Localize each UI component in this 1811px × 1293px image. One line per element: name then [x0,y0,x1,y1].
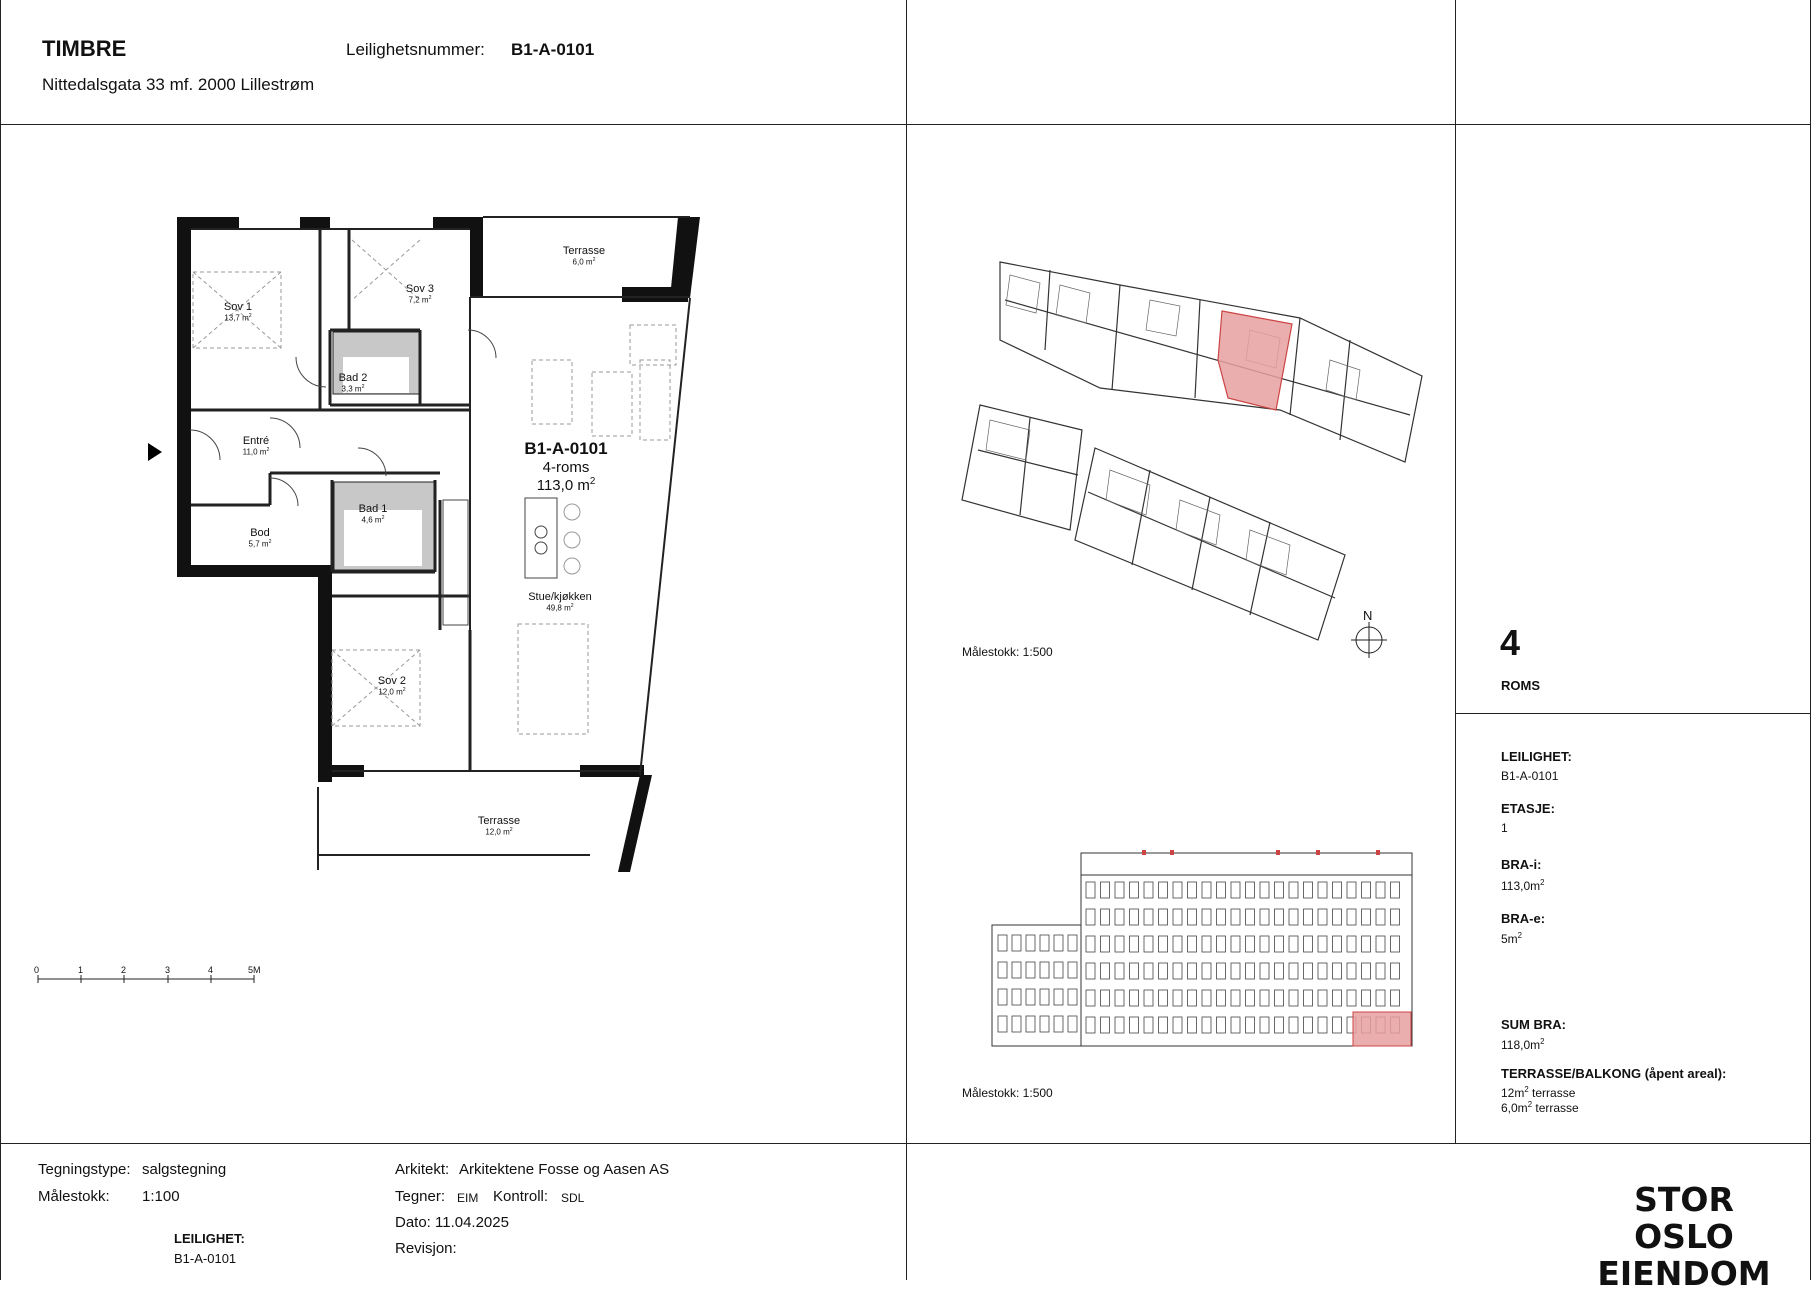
elevation [906,840,1455,1080]
info-terrasse-1: $12m^2$ terrasse [1501,1085,1576,1100]
info-sumbra-label: SUM BRA: [1501,1017,1566,1032]
site-plan [906,240,1455,660]
footer-kontroll-value: SDL [561,1191,585,1205]
scale-tick-4: 4 [208,965,214,975]
rooms-count: 4 [1500,622,1521,663]
footer-dato-label: Dato: [395,1214,431,1231]
info-sumbra-value: $118,0m^2$ [1501,1037,1545,1052]
company-logo: STOR OSLO EIENDOM [1597,1180,1771,1293]
info-brae-value: $5m^2$ [1501,931,1523,946]
info-brai-label: BRA-i: [1501,857,1542,872]
footer-tegningstype-label: Tegningstype: [38,1161,131,1178]
rooms-label: ROMS [1501,678,1540,693]
room-bad-2: Bad 2 3,3 $m^2$ [338,372,368,394]
footer-malestokk-value: 1:100 [142,1188,180,1205]
scale-tick-5: 5M [248,965,261,975]
info-etasje-label: ETASJE: [1501,801,1555,816]
footer-leilighet-label: LEILIGHET: [174,1231,245,1246]
info-brae-label: BRA-e: [1501,911,1546,926]
scale-tick-1: 1 [78,965,84,975]
divider-right [1455,0,1456,1143]
room-stue-kjokken: Stue/kjøkken 49,8 $m^2$ [528,591,592,613]
room-sov-2: Sov 2 12,0 $m^2$ [377,675,407,697]
project-address: Nittedalsgata 33 mf. 2000 Lillestrøm [42,75,315,94]
footer-tegner-label: Tegner: [395,1188,446,1205]
room-bod: Bod 5,7 $m^2$ [248,527,272,549]
footer-leilighet-value: B1-A-0101 [174,1251,237,1266]
info-divider [1455,713,1811,714]
info-leilighet-value: B1-A-0101 [1501,769,1559,783]
footer-arkitekt-value: Arkitektene Fosse og Aasen AS [459,1161,670,1178]
footer-arkitekt-label: Arkitekt: [395,1161,450,1178]
footer-dato-value: 11.04.2025 [435,1214,509,1231]
info-terrasse-label: TERRASSE/BALKONG (åpent areal): [1501,1066,1727,1081]
elevation-scale-label: Målestokk: 1:500 [962,1086,1053,1100]
room-sov-1: Sov 1 13,7 $m^2$ [223,301,253,323]
room-entre: Entré 11,0 $m^2$ [242,435,270,457]
info-leilighet-label: LEILIGHET: [1501,749,1572,764]
info-etasje-value: 1 [1501,821,1508,835]
scale-tick-2: 2 [121,965,127,975]
info-brai-value: $113,0m^2$ [1501,878,1545,893]
footer-malestokk-label: Målestokk: [38,1188,110,1205]
room-terrasse-top: Terrasse 6,0 $m^2$ [562,245,606,267]
apartment-plan-label: B1-A-0101 4-roms 113,0 $m^2$ [524,439,608,494]
footer-tegningstype-value: salgstegning [142,1161,227,1178]
site-scale-label: Målestokk: 1:500 [962,645,1053,659]
apartment-number-label: Leilighetsnummer: [346,40,485,59]
info-terrasse-2: $6,0m^2$ terrasse [1501,1100,1579,1115]
room-bad-1: Bad 1 4,6 $m^2$ [358,503,388,525]
room-terrasse-bottom: Terrasse 12,0 $m^2$ [477,815,521,837]
footer-kontroll-label: Kontroll: [493,1188,549,1205]
apartment-number: B1-A-0101 [511,40,595,59]
north-label: N [1363,608,1373,623]
floor-plan [0,124,906,1143]
footer-revisjon-label: Revisjon: [395,1240,457,1257]
scale-tick-0: 0 [34,965,40,975]
room-sov-3: Sov 3 7,2 $m^2$ [405,283,435,305]
scale-tick-3: 3 [165,965,171,975]
footer-tegner-value: EIM [457,1191,479,1205]
project-title: TIMBRE [42,36,127,61]
